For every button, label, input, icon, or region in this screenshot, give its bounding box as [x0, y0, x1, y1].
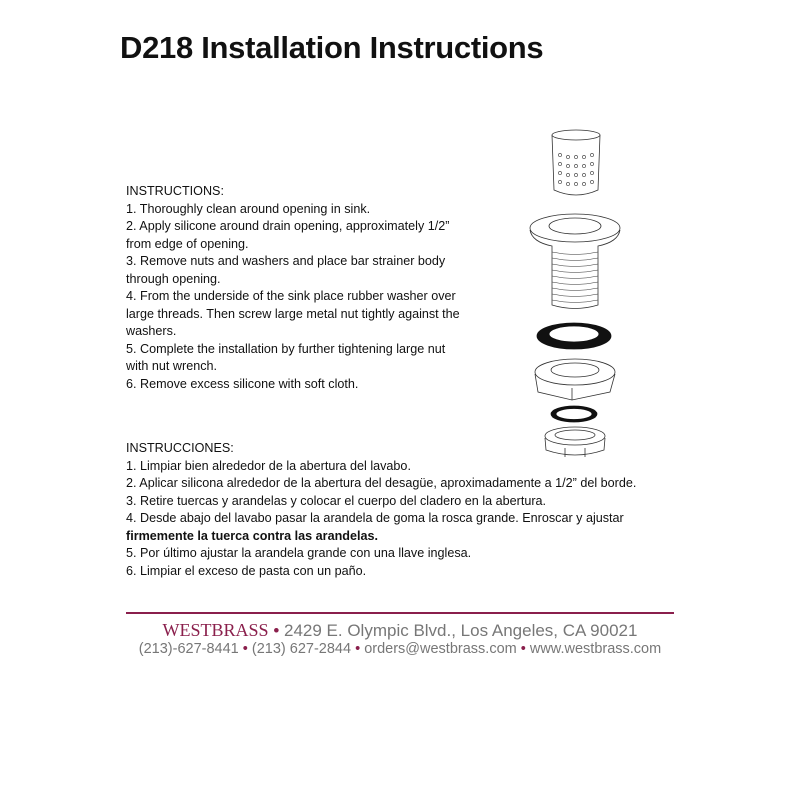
bullet: •	[520, 641, 526, 657]
small-washer-illustration	[551, 406, 597, 422]
strainer-body-illustration	[530, 214, 620, 309]
spanish-heading: INSTRUCCIONES:	[126, 441, 234, 455]
rubber-washer-illustration	[537, 323, 611, 349]
instruction-line: 3. Retire tuercas y arandelas y colocar el cuerpo del cladero en la abertura.	[126, 493, 547, 508]
address: 2429 E. Olympic Blvd., Los Angeles, CA 90021	[284, 621, 638, 640]
instruction-line: 4. From the underside of the sink place rubber washer over	[126, 289, 456, 303]
instruction-line: 4. Desde abajo del lavabo pasar la arandela de goma la rosca grande. Enroscar y ajustar	[126, 511, 624, 525]
spanish-instructions	[126, 440, 636, 580]
english-heading: INSTRUCTIONS:	[126, 184, 224, 198]
phone-2: (213) 627-2844	[251, 641, 352, 657]
instruction-line: 2. Aplicar silicona alrededor de la abertura del desagüe, aproximadamente a 1/2” del borde.	[126, 476, 637, 490]
instruction-line: 3. Remove nuts and washers and place bar strainer body	[126, 254, 446, 268]
instruction-line: 1. Thoroughly clean around opening in sink.	[126, 201, 371, 216]
instruction-line: 2. Apply silicone around drain opening, approximately 1/2”	[126, 219, 450, 233]
bullet: •	[273, 621, 280, 640]
instruction-line: washers.	[126, 324, 177, 338]
instruction-line: with nut wrench.	[126, 359, 217, 373]
page-title: D218 Installation Instructions	[120, 30, 544, 65]
small-nut-illustration	[545, 427, 605, 457]
instruction-line: from edge of opening.	[126, 236, 249, 251]
instruction-line: 6. Remove excess silicone with soft cloth.	[126, 376, 359, 391]
brand-logo: WESTBRASS	[162, 620, 269, 640]
instruction-line: firmemente la tuerca contra las arandelas.	[126, 528, 378, 543]
instruction-line: large threads. Then screw large metal nut tightly against the	[126, 306, 460, 321]
website-link[interactable]: www.westbrass.com	[529, 641, 662, 657]
large-nut-illustration	[535, 359, 615, 400]
footer-contact-line	[126, 641, 674, 657]
footer-divider	[126, 612, 674, 614]
instruction-line: 5. Complete the installation by further tightening large nut	[126, 341, 446, 356]
bullet: •	[242, 641, 248, 657]
instruction-line: 5. Por último ajustar la arandela grande con una llave inglesa.	[126, 546, 472, 560]
english-instructions	[126, 183, 460, 393]
instruction-line: 1. Limpiar bien alrededor de la abertura del lavabo.	[126, 458, 411, 473]
phone-1: (213)-627-8441	[138, 641, 239, 657]
footer-address-line	[126, 620, 674, 641]
instruction-line: through opening.	[126, 271, 221, 286]
instruction-line: 6. Limpiar el exceso de pasta con un paño.	[126, 563, 367, 578]
bullet: •	[355, 641, 361, 657]
exploded-parts-diagram	[500, 120, 660, 460]
email-link[interactable]: orders@westbrass.com	[364, 641, 517, 657]
strainer-basket-illustration	[552, 130, 600, 195]
